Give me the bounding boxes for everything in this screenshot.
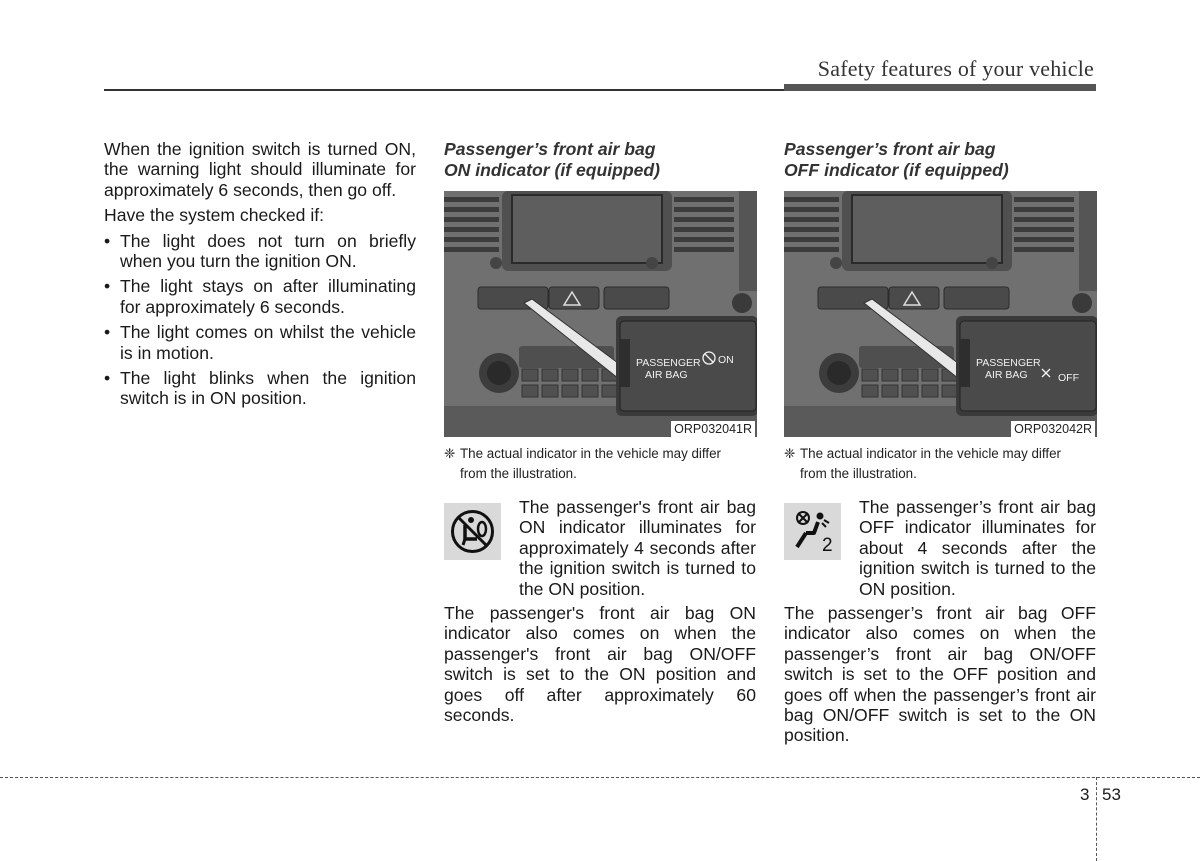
callout-label-line2: AIR BAG [645,369,688,381]
check-list [104,231,416,409]
header-rule-accent [784,84,1096,91]
page-number: 53 [1102,785,1121,804]
note-line: The actual indicator in the vehicle may differ [460,446,722,461]
callout-state: OFF [1058,372,1079,384]
callout-state: ON [718,354,734,366]
illustration-note [784,444,1104,484]
heading-line: Passenger’s front air bag [444,139,656,159]
dashboard-illustration [444,191,757,437]
airbag-off-indicator-icon [784,503,841,560]
icon-number: 2 [822,535,833,556]
heading-line: OFF indicator (if equipped) [784,160,1009,180]
callout-label-line1: PASSENGER [976,357,1041,369]
header-rule [104,89,784,91]
note-line: from the illustration. [460,466,577,481]
on-indicator-body: The passenger's front air bag ON indicator also comes on when the passenger's front air bag ON/OFF switch is set to the ON position and goes off after approximately 60 seconds. [444,603,756,726]
off-indicator-body: The passenger’s front air bag OFF indicator also comes on when the passenger’s front air bag ON/OFF switch is set to the OFF position and goes off when the passenger’s front air bag ON/OFF switch is set to the ON position. [784,603,1096,746]
list-item: • The light stays on after illuminating for approximately 6 seconds. [104,276,416,317]
footer-dashed-divider [1096,777,1097,861]
on-indicator-figure [444,191,757,437]
list-item: • The light does not turn on briefly when you turn the ignition ON. [104,231,416,272]
callout-label-line2: AIR BAG [985,369,1028,381]
illustration-note [444,444,764,484]
note-mark: ❈ [784,446,796,461]
left-column [104,139,416,414]
figure-code: ORP032042R [1011,421,1095,437]
off-indicator-heading [784,139,1009,181]
dashboard-illustration [784,191,1097,437]
callout-label-line1: PASSENGER [636,357,701,369]
on-indicator-heading [444,139,660,181]
note-mark: ❈ [444,446,456,461]
list-item: • The light blinks when the ignition switch is in ON position. [104,368,416,409]
heading-line: Passenger’s front air bag [784,139,996,159]
on-indicator-icon-text: The passenger's front air bag ON indicator illuminates for approximately 4 seconds after the ignition switch is turned to the ON position. [519,497,756,599]
page-header-title: Safety features of your vehicle [817,56,1094,81]
off-indicator-icon-text: The passenger’s front air bag OFF indicator illuminates for about 4 seconds after the ignition switch is turned to the ON position. [859,497,1096,599]
check-paragraph: Have the system checked if: [104,205,325,226]
chapter-number: 3 [1080,785,1090,804]
footer-dashed-rule [0,777,1200,778]
note-line: from the illustration. [800,466,917,481]
list-item: • The light comes on whilst the vehicle is in motion. [104,322,416,363]
off-indicator-figure [784,191,1097,437]
heading-line: ON indicator (if equipped) [444,160,661,180]
figure-code: ORP032041R [671,421,755,437]
intro-paragraph: When the ignition switch is turned ON, the warning light should illuminate for approximately 6 seconds, then go off. [104,139,416,200]
note-line: The actual indicator in the vehicle may differ [800,446,1062,461]
airbag-on-indicator-icon [444,503,501,560]
